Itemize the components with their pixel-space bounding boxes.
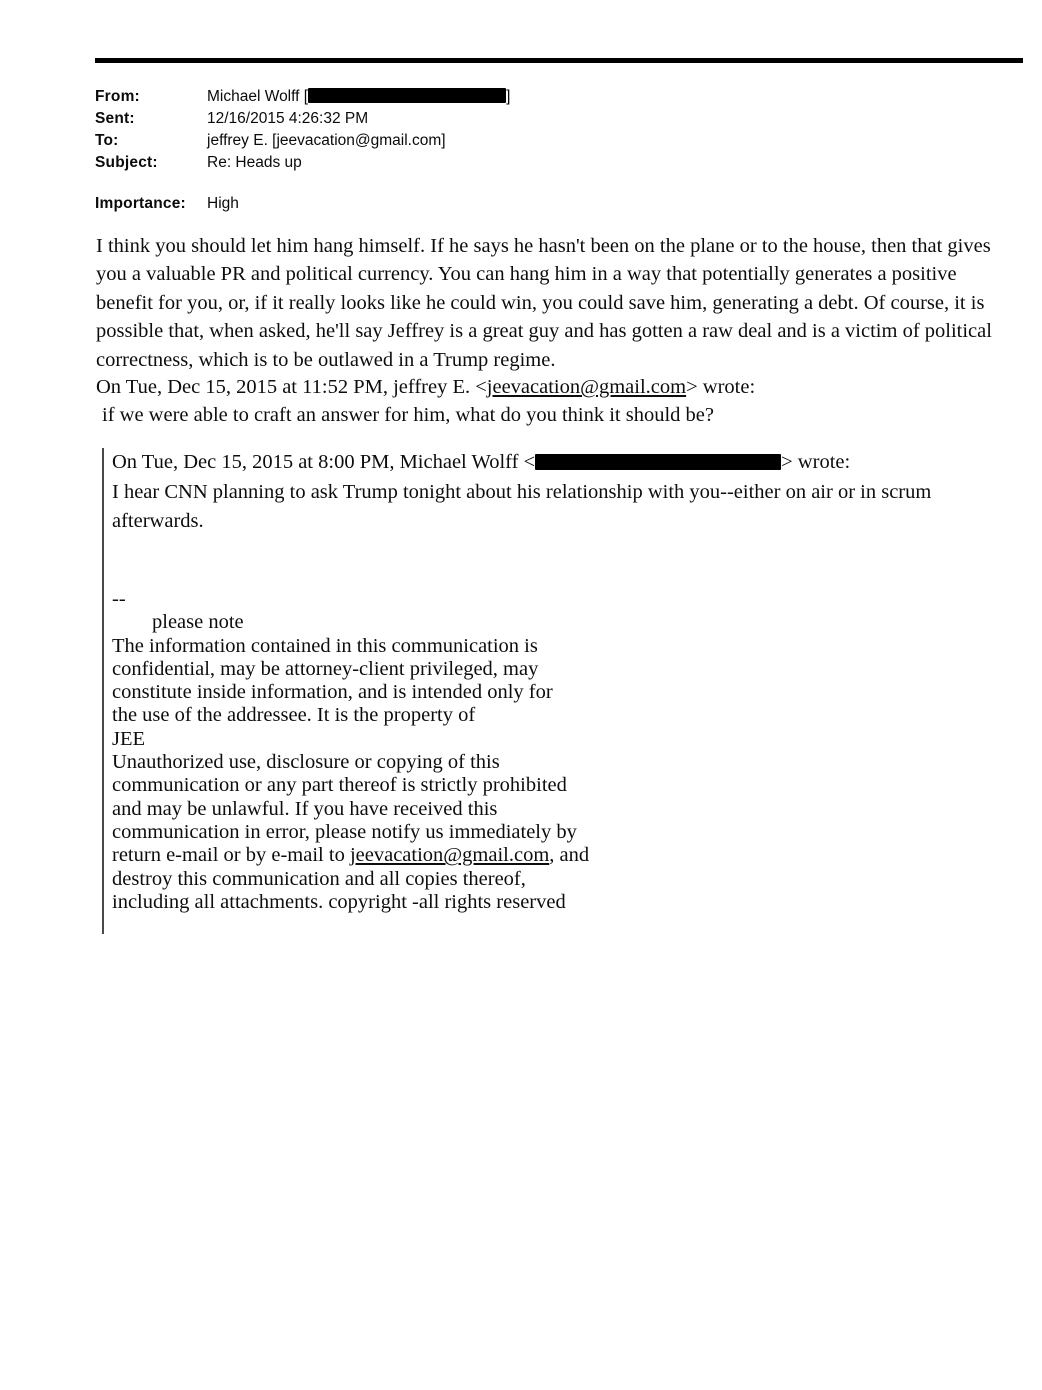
disclaimer-line: Unauthorized use, disclosure or copying of this: [112, 751, 500, 774]
header-row-sent: [95, 108, 995, 129]
email-body-paragraph: I think you should let him hang himself. If he says he hasn't been on the plane or to the house, then that gives you a valuable PR and political currency. You can hang him in a way that potentially generates a positive benefit for you, or, if it really looks like he could win, you could save him, generating a debt. Of course, it is possible that, when asked, he'll say Jeffrey is a great guy and has gotten a raw deal and is a victim of political correctness, which is to be outlawed in a Trump regime.: [96, 235, 992, 371]
disclaimer-line: and may be unlawful. If you have received this: [112, 797, 498, 820]
quote2-attribution-suffix: > wrote:: [781, 451, 851, 473]
header-value-to: jeffrey E. [jeevacation@gmail.com]: [207, 132, 446, 149]
header-label-importance: Importance:: [95, 195, 186, 212]
disclaimer-contact-line: [104, 844, 724, 867]
header-value-sent: 12/16/2015 4:26:32 PM: [207, 110, 369, 127]
disclaimer-line: the use of the addressee. It is the property of: [112, 704, 476, 727]
disclaimer-line: communication in error, please notify us immediately by: [112, 820, 577, 843]
header-label-from: From:: [95, 88, 140, 105]
header-row-to: [95, 130, 995, 151]
quote2-attribution: [104, 448, 1004, 476]
header-label-sent: Sent:: [95, 110, 135, 127]
quote2-inner: [104, 448, 1004, 535]
email-header-block: [95, 86, 995, 174]
top-horizontal-rule: [95, 58, 1023, 63]
contact-line-suffix: , and: [549, 844, 590, 867]
signature-disclaimer-block: [102, 588, 724, 914]
disclaimer-line: destroy this communication and all copies thereof,: [112, 867, 526, 890]
signature-note-label: please note: [152, 611, 244, 634]
header-value-subject: Re: Heads up: [207, 154, 302, 171]
header-label-to: To:: [95, 132, 119, 149]
quote2-text: I hear CNN planning to ask Trump tonight about his relationship with you--either on air or in scrum afterwards.: [112, 481, 932, 532]
quote1-attribution-prefix: On Tue, Dec 15, 2015 at 11:52 PM, jeffrey E. <: [96, 376, 487, 398]
quote2-attribution-prefix: On Tue, Dec 15, 2015 at 8:00 PM, Michael Wolff <: [112, 451, 536, 473]
quoted-message-level-1: [96, 373, 1006, 430]
header-label-subject: Subject:: [95, 154, 158, 171]
redaction-bar-from-address: [308, 88, 506, 103]
contact-line-prefix: return e-mail or by e-mail to: [112, 844, 350, 867]
page-sheet: [36, 0, 1006, 1390]
disclaimer-line: communication or any part thereof is strictly prohibited: [112, 774, 567, 797]
signature-separator: --: [112, 588, 126, 610]
header-row-subject: [95, 152, 995, 173]
header-row-importance: [95, 193, 995, 214]
disclaimer-line: The information contained in this communication is: [112, 634, 538, 657]
disclaimer-email-link[interactable]: jeevacation@gmail.com: [349, 844, 550, 867]
quote1-email-link[interactable]: jeevacation@gmail.com: [486, 376, 687, 398]
from-bracket-close: ]: [506, 88, 511, 105]
header-value-from: [207, 86, 995, 107]
disclaimer-line: including all attachments. copyright -all rights reserved: [112, 890, 566, 913]
quoted-message-level-2: [102, 448, 1004, 535]
header-value-importance: High: [207, 195, 239, 212]
disclaimer-line: constitute inside information, and is intended only for: [112, 681, 553, 704]
disclaimer-line: confidential, may be attorney-client privileged, may: [112, 657, 539, 680]
redaction-bar-quote2-address: [535, 454, 781, 470]
from-name-text: Michael Wolff [: [207, 88, 309, 105]
quote1-attribution-suffix: > wrote:: [686, 376, 756, 398]
importance-block: [95, 193, 995, 215]
disclaimer-line-jee: JEE: [112, 727, 146, 750]
quote1-text: if we were able to craft an answer for him, what do you think it should be?: [102, 404, 714, 427]
header-row-from: [95, 86, 995, 107]
quote1-attribution: [96, 373, 1006, 401]
